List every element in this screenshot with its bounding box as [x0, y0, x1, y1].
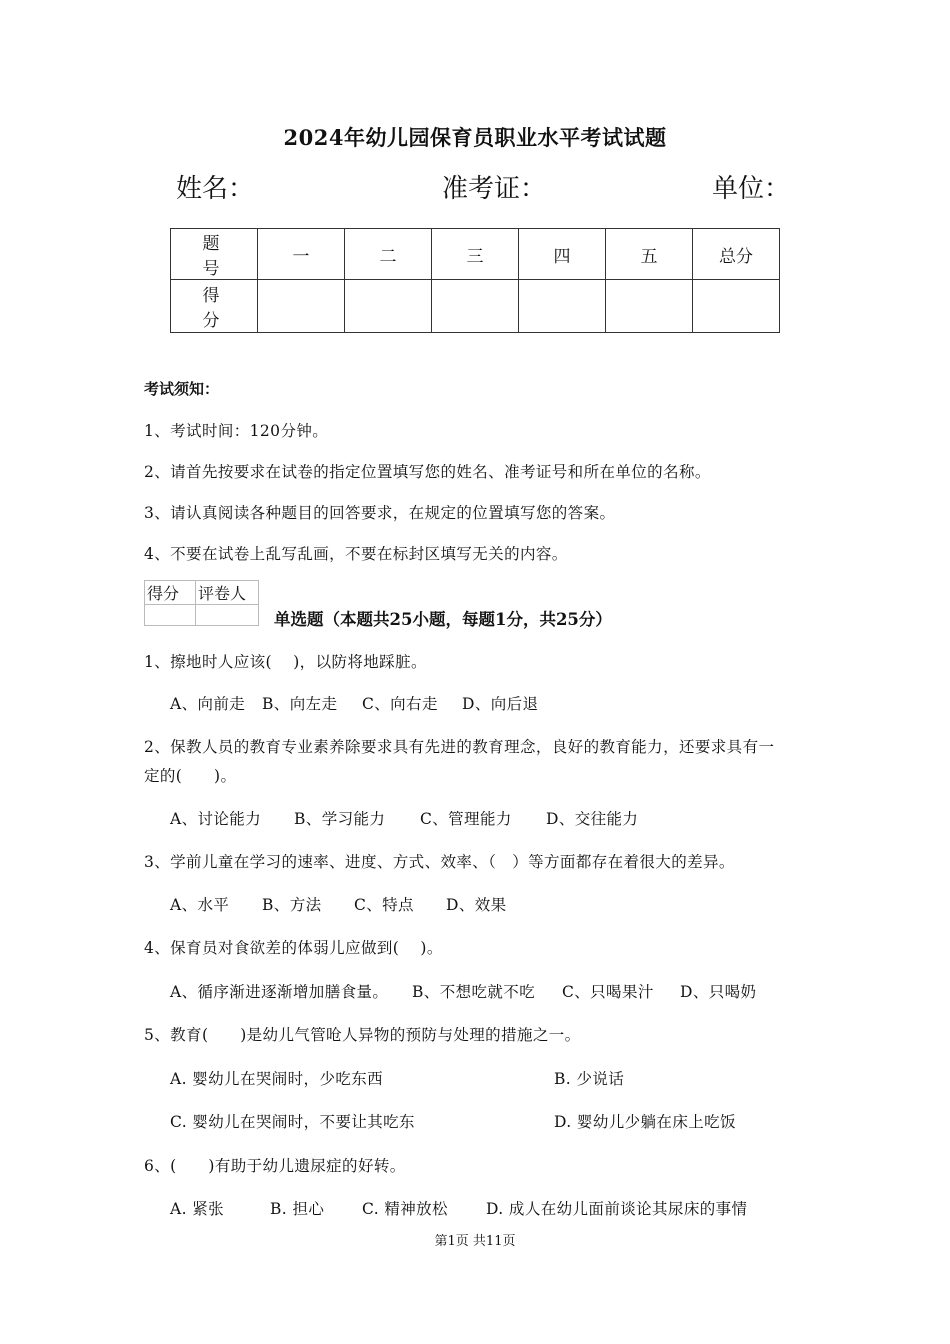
option[interactable]: A. 婴幼儿在哭闹时，少吃东西 — [170, 1070, 384, 1088]
grader-box — [144, 580, 259, 626]
option[interactable]: D、向后退 — [462, 695, 539, 713]
score-table-header: 四 — [519, 229, 606, 280]
exam-id-label: 准考证： — [442, 174, 547, 204]
page-title: 2024年幼儿园保育员职业水平考试试题 — [283, 125, 667, 150]
question-stem: 6、( )有助于幼儿遗尿症的好转。 — [144, 1157, 406, 1175]
option[interactable]: D. 婴幼儿少躺在床上吃饭 — [554, 1113, 736, 1131]
notice-item: 1、考试时间：120分钟。 — [144, 422, 329, 440]
question-stem: 3、学前儿童在学习的速率、进度、方式、效率、（ ）等方面都存在着很大的差异。 — [144, 853, 735, 871]
score-table-header: 二 — [345, 229, 432, 280]
question-stem: 2、保教人员的教育专业素养除要求具有先进的教育理念，良好的教育能力，还要求具有一 — [144, 738, 775, 756]
notice-heading: 考试须知： — [144, 380, 220, 398]
score-cell[interactable] — [258, 280, 345, 333]
option[interactable]: D、交往能力 — [546, 810, 639, 828]
question-stem: 4、保育员对食欲差的体弱儿应做到( )。 — [144, 939, 443, 957]
section-title: 单选题（本题共25小题，每题1分，共25分） — [274, 610, 612, 629]
option[interactable]: B、向左走 — [262, 695, 338, 713]
score-table-header-row — [171, 229, 780, 280]
score-table-header: 一 — [258, 229, 345, 280]
score-cell[interactable] — [432, 280, 519, 333]
score-cell[interactable] — [519, 280, 606, 333]
option[interactable]: B、学习能力 — [294, 810, 386, 828]
grader-name-label: 评卷人 — [196, 581, 259, 605]
page-footer: 第1页 共11页 — [434, 1234, 516, 1249]
grader-score-cell[interactable] — [145, 605, 196, 626]
option[interactable]: A、讨论能力 — [170, 810, 262, 828]
option[interactable]: B. 少说话 — [554, 1070, 625, 1088]
score-table-score-row — [171, 280, 780, 333]
score-table-header: 三 — [432, 229, 519, 280]
option[interactable]: A、向前走 — [170, 695, 246, 713]
notice-item: 2、请首先按要求在试卷的指定位置填写您的姓名、准考证号和所在单位的名称。 — [144, 463, 711, 481]
score-table-header: 题 号 — [171, 229, 258, 280]
option[interactable]: D、效果 — [446, 896, 507, 914]
option[interactable]: B. 担心 — [270, 1200, 325, 1218]
name-label: 姓名： — [176, 174, 255, 204]
option[interactable]: A、循序渐进逐渐增加膳食量。 — [170, 983, 389, 1001]
question-stem-continued: 定的( )。 — [144, 767, 237, 785]
question-stem: 1、擦地时人应该( )，以防将地踩脏。 — [144, 653, 427, 671]
grader-name-cell[interactable] — [196, 605, 259, 626]
score-cell[interactable] — [606, 280, 693, 333]
option[interactable]: A. 紧张 — [170, 1200, 225, 1218]
score-row-label: 得 分 — [171, 280, 258, 333]
unit-label: 单位： — [712, 174, 791, 204]
option[interactable]: C. 婴幼儿在哭闹时，不要让其吃东 — [170, 1113, 415, 1131]
option[interactable]: C、向右走 — [362, 695, 438, 713]
score-table-header: 总分 — [693, 229, 780, 280]
option[interactable]: D. 成人在幼儿面前谈论其尿床的事情 — [486, 1200, 748, 1218]
option[interactable]: A、水平 — [170, 896, 230, 914]
grader-score-label: 得分 — [145, 581, 196, 605]
option[interactable]: C、只喝果汁 — [562, 983, 654, 1001]
notice-item: 3、请认真阅读各种题目的回答要求，在规定的位置填写您的答案。 — [144, 504, 616, 522]
score-table-header: 五 — [606, 229, 693, 280]
score-cell[interactable] — [345, 280, 432, 333]
question-stem: 5、教育( )是幼儿气管呛人异物的预防与处理的措施之一。 — [144, 1026, 581, 1044]
option[interactable]: C、特点 — [354, 896, 414, 914]
notice-item: 4、不要在试卷上乱写乱画，不要在标封区填写无关的内容。 — [144, 545, 568, 563]
option[interactable]: C、管理能力 — [420, 810, 512, 828]
option[interactable]: D、只喝奶 — [680, 983, 757, 1001]
score-table — [170, 228, 780, 333]
option[interactable]: B、不想吃就不吃 — [412, 983, 536, 1001]
score-cell[interactable] — [693, 280, 780, 333]
option[interactable]: C. 精神放松 — [362, 1200, 448, 1218]
option[interactable]: B、方法 — [262, 896, 322, 914]
